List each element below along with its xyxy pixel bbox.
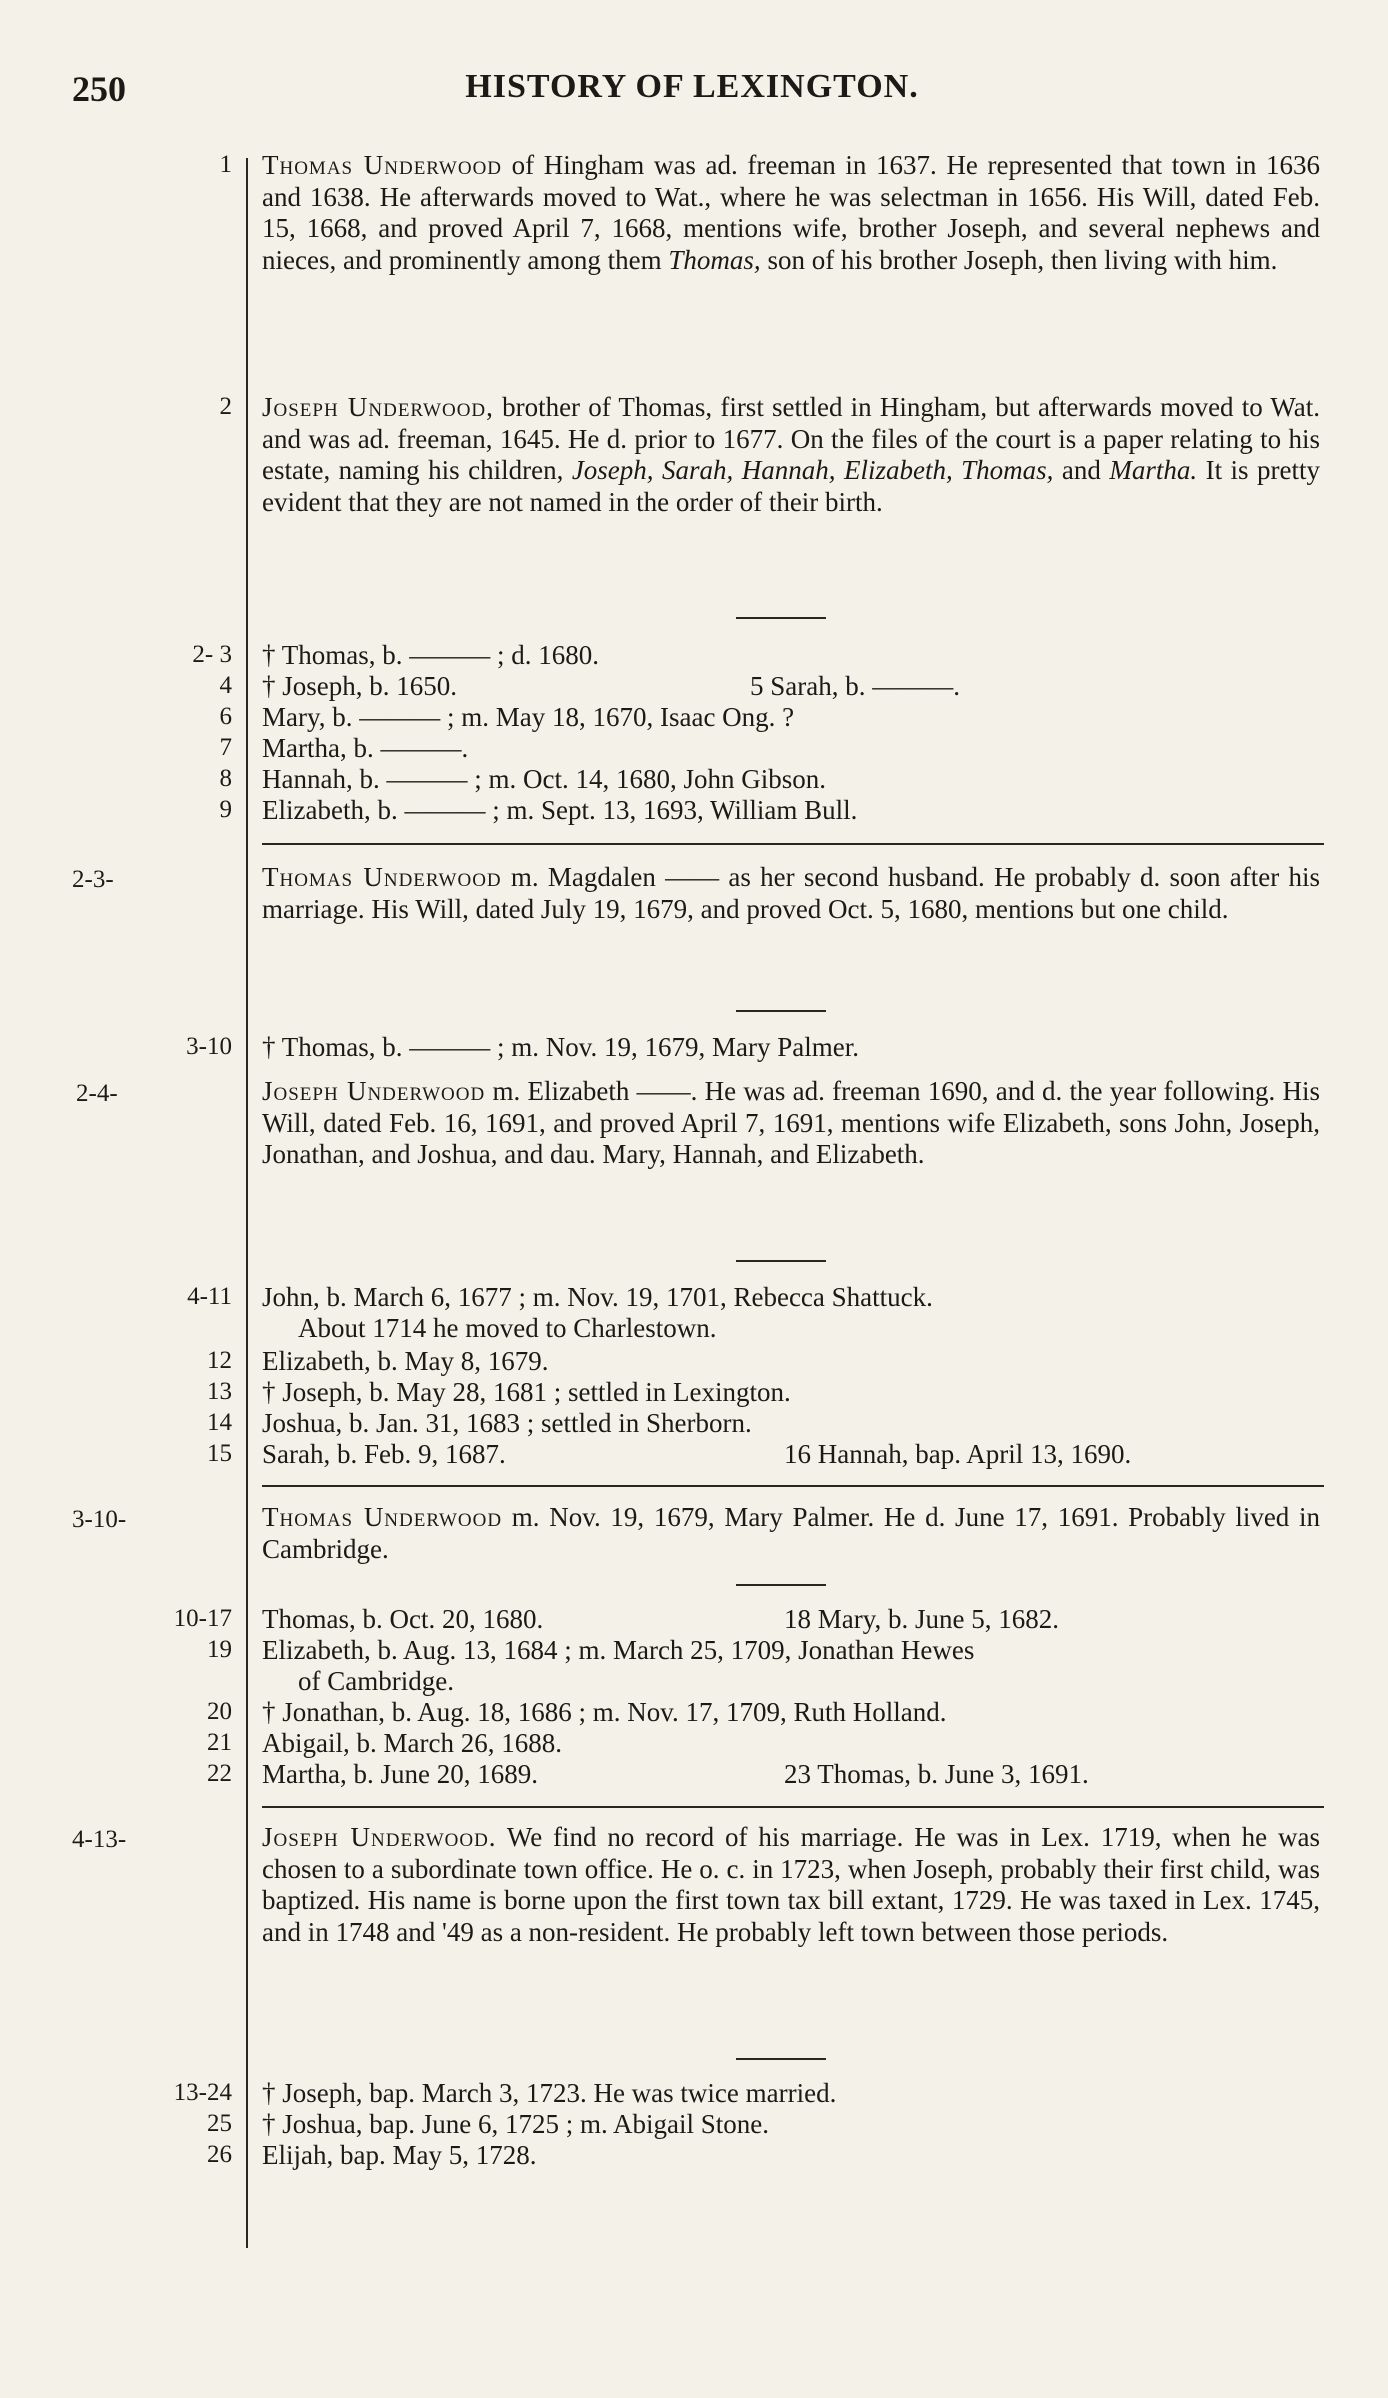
child-line: Thomas, b. Oct. 20, 1680. [262,1604,544,1634]
child-line: † Thomas, b. ——— ; m. Nov. 19, 1679, Mary Palmer. [262,1032,859,1062]
child-number: 10-17 [173,1605,232,1632]
entry-paragraph: Joseph Underwood, brother of Thomas, first settled in Hingham, but afterwards moved to Wat. and was ad. freeman, 1645. He d. prior to 1677. On the files of the court is a paper relating to his estate, naming his children, Joseph, Sarah, Hannah, Elizabeth, Thomas, and Martha. It is pretty evident that they are not named in the order of their birth. [262,392,1321,517]
child-number: 8 [219,765,232,792]
entry-paragraph: Thomas Underwood of Hingham was ad. freeman in 1637. He represented that town in 1636 and 1638. He afterwards moved to Wat., where he was selectman in 1656. His Will, dated Feb. 15, 1668, and proved April 7, 1668, mentions wife, brother Joseph, and several nephews and nieces, and prominently among them Thomas, son of his brother Joseph, then living with him. [262,150,1320,275]
child-number: 12 [207,1347,232,1374]
section-rule [262,1485,1324,1487]
section-rule [736,1584,826,1586]
child-number: 6 [219,703,232,730]
child-number: 13 [207,1378,232,1405]
child-number: 4 [219,672,232,699]
child-line: Martha, b. ———. [262,733,469,763]
child-line: Elizabeth, b. ——— ; m. Sept. 13, 1693, William Bull. [262,795,858,825]
child-line: Abigail, b. March 26, 1688. [262,1728,562,1758]
section-rule [262,843,1324,845]
child-line: 23 Thomas, b. June 3, 1691. [784,1759,1089,1789]
child-number: 19 [207,1636,232,1663]
entry-paragraph: Thomas Underwood m. Magdalen —— as her second husband. He probably d. soon after his marriage. His Will, dated July 19, 1679, and proved Oct. 5, 1680, mentions but one child. [262,862,1320,924]
running-title: HISTORY OF LEXINGTON. [465,68,919,105]
child-number: 14 [207,1409,232,1436]
generation-label: 2-4- [76,1080,118,1107]
child-line: Joshua, b. Jan. 31, 1683 ; settled in Sherborn. [262,1408,752,1438]
child-line: 5 Sarah, b. ———. [750,671,960,701]
child-number: 2- 3 [192,641,232,668]
child-number: 26 [207,2141,232,2168]
child-line: Martha, b. June 20, 1689. [262,1759,538,1789]
child-number: 13-24 [173,2079,232,2106]
child-line: of Cambridge. [298,1666,454,1696]
entry-paragraph: Thomas Underwood m. Nov. 19, 1679, Mary Palmer. He d. June 17, 1691. Probably lived in Cambridge. [262,1502,1321,1564]
section-rule [736,1010,826,1012]
section-rule [262,1806,1324,1808]
child-number: 22 [207,1760,232,1787]
child-number: 21 [207,1729,232,1756]
child-line: Sarah, b. Feb. 9, 1687. [262,1439,506,1469]
child-line: Elijah, bap. May 5, 1728. [262,2140,537,2170]
child-number: 3-10 [186,1033,232,1060]
child-number: 25 [207,2110,232,2137]
child-line: Elizabeth, b. Aug. 13, 1684 ; m. March 25, 1709, Jonathan Hewes [262,1635,975,1665]
child-line: † Joseph, b. 1650. [262,671,457,701]
generation-label: 3-10- [72,1506,127,1533]
child-line: † Jonathan, b. Aug. 18, 1686 ; m. Nov. 17, 1709, Ruth Holland. [262,1697,947,1727]
generation-label: 2-3- [72,866,114,893]
entry-paragraph: Joseph Underwood. We find no record of his marriage. He was in Lex. 1719, when he was chosen to a subordinate town office. He o. c. in 1723, when Joseph, probably their first child, was baptized. His name is borne upon the first town tax bill extant, 1729. He was taxed in Lex. 1745, and in 1748 and '49 as a non-resident. He probably left town between those periods. [262,1822,1320,1947]
page-number: 250 [72,69,126,109]
child-number: 20 [207,1698,232,1725]
child-line: † Joseph, bap. March 3, 1723. He was twice married. [262,2078,837,2108]
page-header [72,68,1312,118]
section-rule [736,1260,826,1262]
child-line: 16 Hannah, bap. April 13, 1690. [784,1439,1132,1469]
section-rule [736,2058,826,2060]
entry-number: 1 [219,151,232,178]
child-line: † Joseph, b. May 28, 1681 ; settled in Lexington. [262,1377,791,1407]
child-line: † Thomas, b. ——— ; d. 1680. [262,640,599,670]
child-line: About 1714 he moved to Charlestown. [298,1313,717,1343]
child-line: Mary, b. ——— ; m. May 18, 1670, Isaac Ong. ? [262,702,795,732]
child-number: 9 [219,796,232,823]
margin-rule [246,158,248,2248]
child-line: 18 Mary, b. June 5, 1682. [784,1604,1059,1634]
generation-label: 4-13- [72,1826,127,1853]
entry-paragraph: Joseph Underwood m. Elizabeth ——. He was ad. freeman 1690, and d. the year following. His Will, dated Feb. 16, 1691, and proved April 7, 1691, mentions wife Elizabeth, sons John, Joseph, Jonathan, and Joshua, and dau. Mary, Hannah, and Elizabeth. [262,1076,1320,1170]
child-line: John, b. March 6, 1677 ; m. Nov. 19, 1701, Rebecca Shattuck. [262,1282,933,1312]
entry-number: 2 [219,393,232,420]
child-number: 4-11 [187,1283,232,1310]
child-line: † Joshua, bap. June 6, 1725 ; m. Abigail Stone. [262,2109,769,2139]
child-number: 15 [207,1440,232,1467]
child-number: 7 [219,734,232,761]
child-line: Elizabeth, b. May 8, 1679. [262,1346,549,1376]
child-line: Hannah, b. ——— ; m. Oct. 14, 1680, John Gibson. [262,764,826,794]
section-rule [736,617,826,619]
